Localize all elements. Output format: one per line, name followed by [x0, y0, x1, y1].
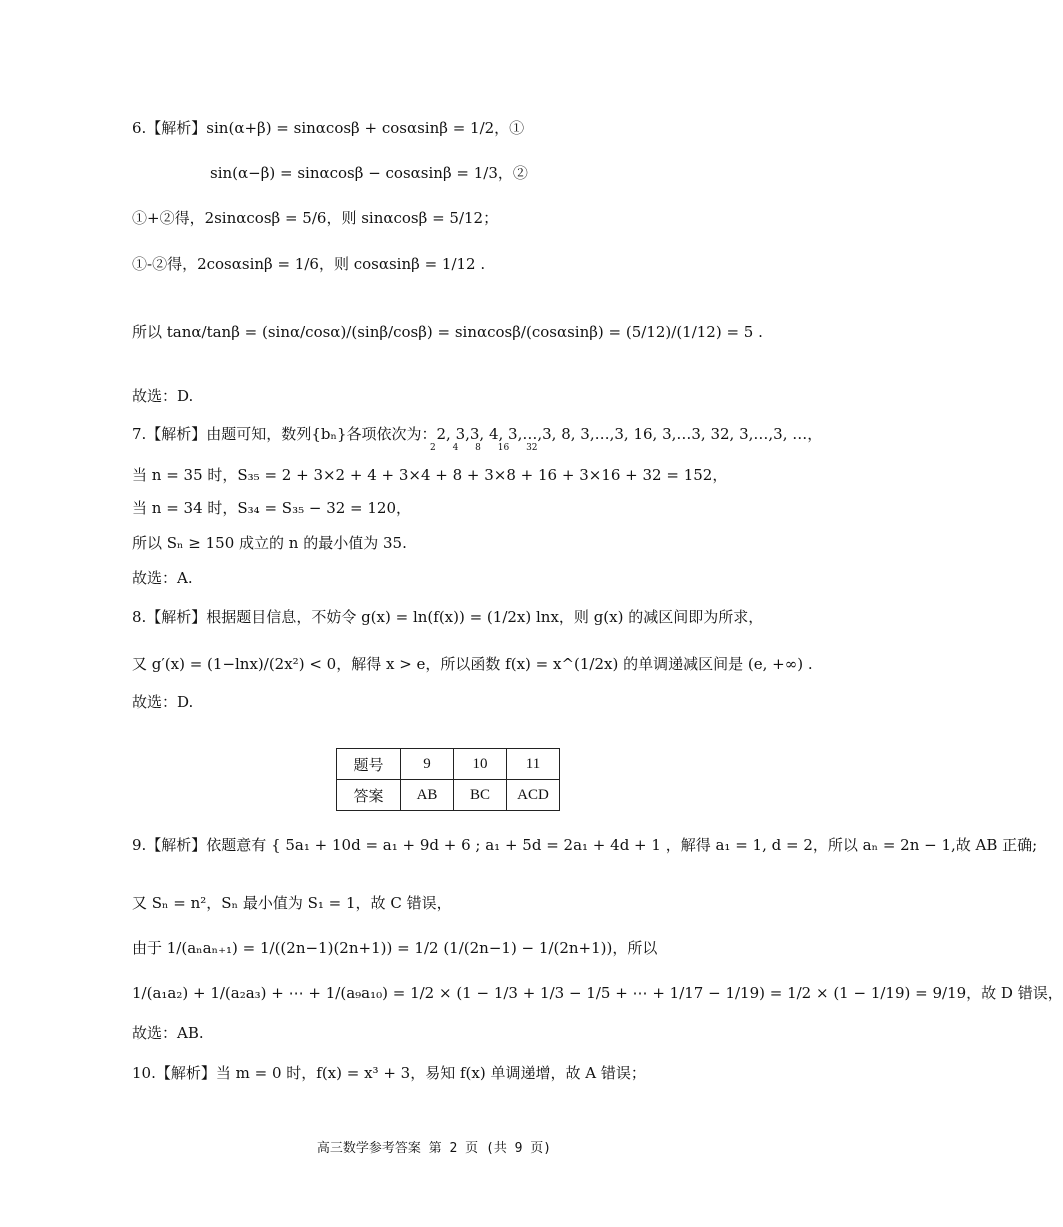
q6-line-3: ①+②得，2sinαcosβ = 5/6，则 sinαcosβ = 5/12； — [132, 209, 499, 227]
table-cell: 10 — [454, 749, 507, 780]
answer-table-answer-row — [337, 780, 560, 811]
table-cell: 题号 — [337, 749, 401, 780]
q6-line-2: sin(α−β) = sinαcosβ − cosαsinβ = 1/3，② — [210, 164, 528, 182]
q6-line-1: 6.【解析】sin(α+β) = sinαcosβ + cosαsinβ = 1/2，① — [132, 119, 525, 137]
q6-line-5: 所以 tanα/tanβ = (sinα/cosα)/(sinβ/cosβ) = sinαcosβ/(cosαsinβ) = (5/12)/(1/12) = 5 . — [132, 323, 763, 341]
q7-line-4: 所以 Sₙ ≥ 150 成立的 n 的最小值为 35. — [132, 534, 407, 552]
q9-answer: 故选：AB. — [132, 1024, 204, 1042]
q7-underbrace-counts: 2 4 8 16 32 — [430, 443, 538, 453]
q9-line-3: 由于 1/(aₙaₙ₊₁) = 1/((2n−1)(2n+1)) = 1/2 (1/(2n−1) − 1/(2n+1))，所以 — [132, 939, 658, 957]
table-cell: 答案 — [337, 780, 401, 811]
q7-line-3: 当 n = 34 时，S₃₄ = S₃₅ − 32 = 120， — [132, 499, 412, 517]
table-cell: 11 — [507, 749, 560, 780]
table-cell: ACD — [507, 780, 560, 811]
q7-line-2: 当 n = 35 时，S₃₅ = 2 + 3×2 + 4 + 3×4 + 8 + 3×8 + 16 + 3×16 + 32 = 152， — [132, 466, 728, 484]
page-footer: 高三数学参考答案 第 2 页 (共 9 页) — [316, 1141, 552, 1156]
table-cell: AB — [401, 780, 454, 811]
q6-answer: 故选：D. — [132, 387, 194, 405]
q10-line-1: 10.【解析】当 m = 0 时，f(x) = x³ + 3，易知 f(x) 单调递增，故 A 错误； — [132, 1064, 646, 1082]
q7-answer: 故选：A. — [132, 569, 193, 587]
q6-line-4: ①-②得，2cosαsinβ = 1/6，则 cosαsinβ = 1/12 . — [132, 255, 486, 273]
q7-line-1: 7.【解析】由题可知，数列{bₙ}各项依次为：2, 3,3, 4, 3,…,3, 8, 3,…,3, 16, 3,…3, 32, 3,…,3, …， — [132, 425, 823, 443]
q8-line-1: 8.【解析】根据题目信息，不妨令 g(x) = ln(f(x)) = (1/2x) lnx，则 g(x) 的减区间即为所求， — [132, 608, 764, 626]
q9-line-4: 1/(a₁a₂) + 1/(a₂a₃) + ⋯ + 1/(a₉a₁₀) = 1/2 × (1 − 1/3 + 1/3 − 1/5 + ⋯ + 1/17 − 1/19) = 1/2 × (1 − 1/19) = 9/19，故 D 错误， — [132, 984, 1063, 1002]
q9-line-2: 又 Sₙ = n²，Sₙ 最小值为 S₁ = 1，故 C 错误， — [132, 894, 452, 912]
q9-line-1: 9.【解析】依题意有 { 5a₁ + 10d = a₁ + 9d + 6 ; a₁ + 5d = 2a₁ + 4d + 1 ，解得 a₁ = 1, d = 2，所以 aₙ = 2n − 1,故 AB 正确; — [132, 836, 1038, 854]
answer-table-header-row — [337, 749, 560, 780]
table-cell: BC — [454, 780, 507, 811]
table-cell: 9 — [401, 749, 454, 780]
q8-answer: 故选：D. — [132, 693, 194, 711]
q8-line-2: 又 g′(x) = (1−lnx)/(2x²) < 0，解得 x > e，所以函数 f(x) = x^(1/2x) 的单调递减区间是 (e, +∞) . — [132, 655, 813, 673]
answer-table — [336, 748, 560, 811]
